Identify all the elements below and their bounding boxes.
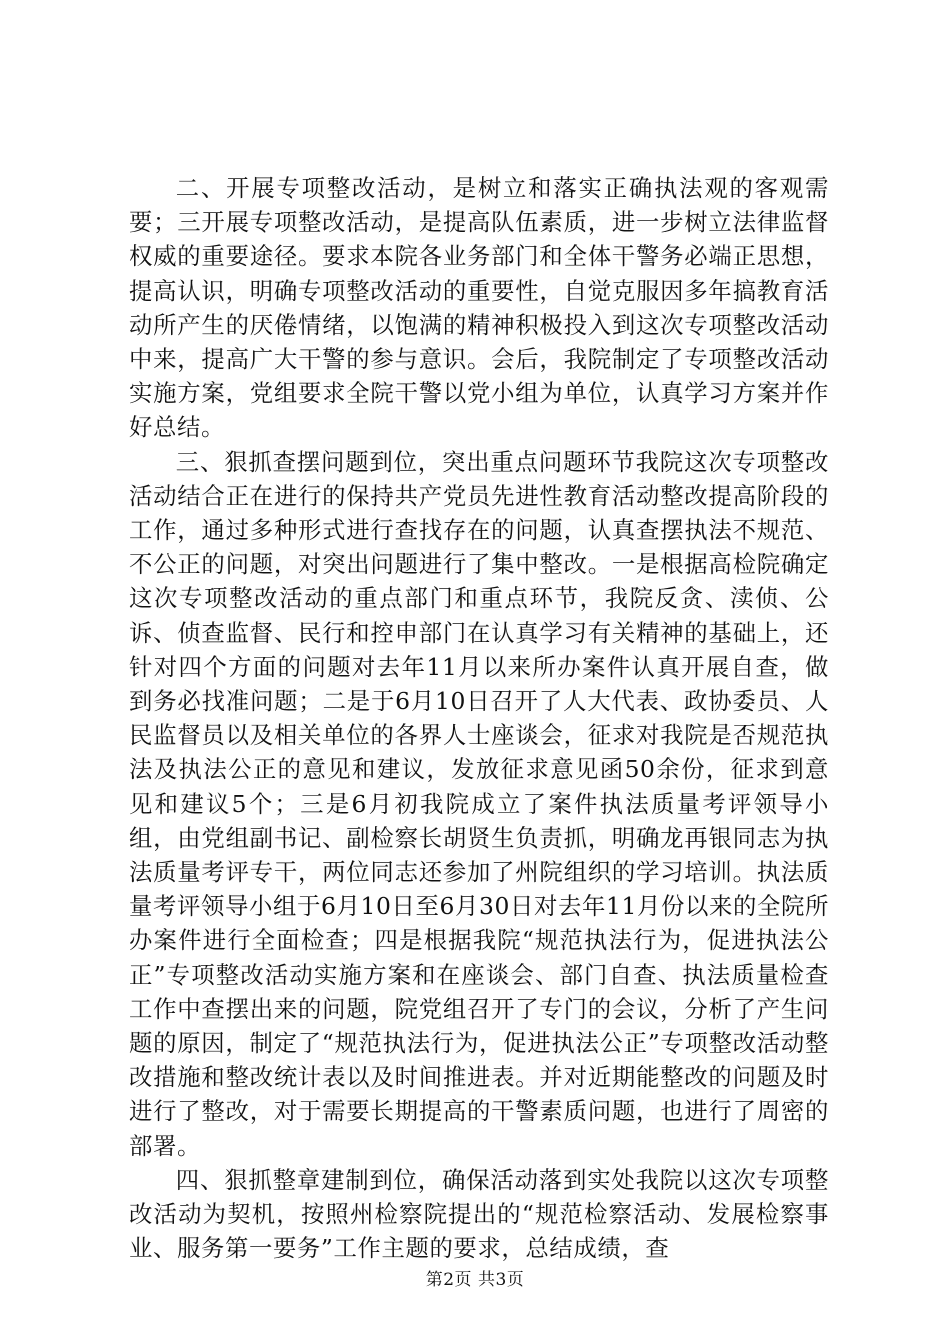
- paragraph-2: 二、开展专项整改活动，是树立和落实正确执法观的客观需要；三开展专项整改活动，是提高队伍素质，进一步树立法律监督权威的重要途径。要求本院各业务部门和全体干警务必端正思想，提高认识，明确专项整改活动的重要性，自觉克服因多年搞教育活动所产生的厌倦情绪，以饱满的精神积极投入到这次专项整改活动中来，提高广大干警的参与意识。会后，我院制定了专项整改活动实施方案，党组要求全院干警以党小组为单位，认真学习方案并作好总结。: [129, 174, 829, 442]
- paragraph-3: 三、狠抓查摆问题到位，突出重点问题环节我院这次专项整改活动结合正在进行的保持共产党员先进性教育活动整改提高阶段的工作，通过多种形式进行查找存在的问题，认真查摆执法不规范、不公正的问题，对突出问题进行了集中整改。一是根据高检院确定这次专项整改活动的重点部门和重点环节，我院反贪、渎侦、公诉、侦查监督、民行和控申部门在认真学习有关精神的基础上，还针对四个方面的问题对去年11月以来所办案件认真开展自查，做到务必找准问题；二是于6月10日召开了人大代表、政协委员、人民监督员以及相关单位的各界人士座谈会，征求对我院是否规范执法及执法公正的意见和建议，发放征求意见函50余份，征求到意见和建议5个；三是6月初我院成立了案件执法质量考评领导小组，由党组副书记、副检察长胡贤生负责抓，明确龙再银同志为执法质量考评专干，两位同志还参加了州院组织的学习培训。执法质量考评领导小组于6月10日至6月30日对去年11月份以来的全院所办案件进行全面检查；四是根据我院“规范执法行为，促进执法公正”专项整改活动实施方案和在座谈会、部门自查、执法质量检查工作中查摆出来的问题，院党组召开了专门的会议，分析了产生问题的原因，制定了“规范执法行为，促进执法公正”专项整改活动整改措施和整改统计表以及时间推进表。并对近期能整改的问题及时进行了整改，对于需要长期提高的干警素质问题，也进行了周密的部署。: [129, 447, 829, 1160]
- paragraph-4: 四、狠抓整章建制到位，确保活动落到实处我院以这次专项整改活动为契机，按照州检察院提出的“规范检察活动、发展检察事业、服务第一要务”工作主题的要求，总结成绩，查: [129, 1165, 829, 1263]
- page-number-footer: 第2页 共3页: [425, 1270, 525, 1290]
- document-body: [129, 171, 829, 1266]
